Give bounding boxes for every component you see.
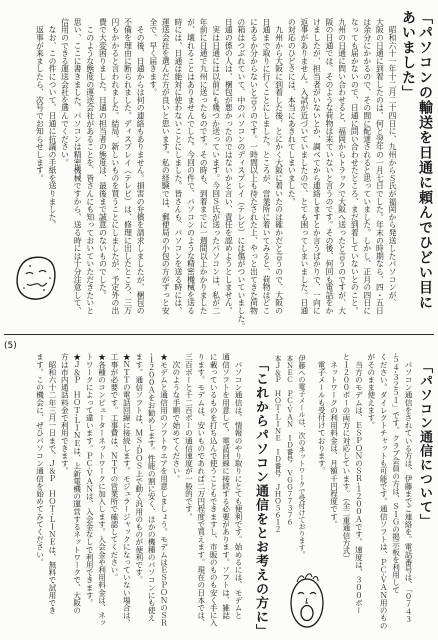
- body-line: パソコン通信は、情報のやり取りにとても便利です。始めるには、モデムと: [234, 353, 243, 619]
- mail-notice-line: 伊藤への電子メールは、次のネットワークで受付けております。: [298, 355, 306, 558]
- body-line: トワークによって違います。ＰＣ‐ＶＡＮは、入会金なしで利用できます。: [85, 353, 95, 607]
- title-line: 「パソコンの輸送を日通に頼んでひどい目に: [417, 10, 433, 310]
- potato-character-illustration: [14, 254, 58, 302]
- body-line: 返事が来ましたら、次号でお知らせします。: [35, 18, 45, 182]
- body-line: 返事がありません。入試が近づいていましたので、とても困ってしまいました。日通: [299, 18, 309, 315]
- body-line: ‐５４‐３２５１」です。クラブ会員の方は、ＳＩＧの掲示板を利用して: [391, 353, 401, 594]
- body-line: 運送会社を選んだ方が良いと思います。私の経験では、郵便局の小包の方がずっと安: [161, 18, 171, 315]
- body-line: 九州から大阪に到着した後、とにかく大阪に着いたのは確かだと言うので、大阪の: [274, 18, 284, 315]
- body-line: このような態度の運送会社があることを、皆さんにも知っておいていただきたいと: [85, 18, 95, 315]
- title-line: 「これからパソコン通信をとお考えの方に」: [253, 358, 268, 638]
- body-line: が、壊れることはありませんでした。今回の件で、パソコンのような精密機械を送る: [186, 18, 196, 315]
- body-line: 当方のモデムは、ＥＳＰＯＮのＳＲ‐１２００Ａです。速度は、３００ボー: [354, 353, 364, 614]
- body-line: ります。モデムは、安いものであれば二万円程度で買えます。現在の日本では、: [196, 353, 206, 627]
- body-line: ください。ダイレクトチャットも可能です。通信ソフトは、ＰＣ‐ＶＡＮ用のもの: [379, 353, 389, 630]
- body-line: 実は日通には以前にも幾つか送っています。今回Ｓ氏が送ったパソコンは、私が二: [211, 18, 221, 315]
- mail-notice-line: 本Ｊ＆Ｐ ＨＯＴ‐ＬＩＮＥ ＩＤ番号 ＪＨＯ５６１２: [274, 355, 282, 533]
- body-line: ます。通信ソフトは、ＭＳ‐ＤＯＳ上で動く汎用のものが便利です。: [134, 353, 144, 584]
- body-line: は余分にかかるので、その間に配達されると思っていました。しかし、正月の四日に: [362, 18, 372, 315]
- body-line: 昭和六十一年十二月二十四日に、九州からＳ氏が福岡から発送したパソコンが、: [388, 18, 397, 307]
- body-line: ‐１２００Ａをお勧めします。性能の割に安く、ほかの機種のパソコンにも使え: [147, 353, 157, 622]
- article-title: [399, 10, 433, 335]
- body-line: 次のような手順で始めてください。: [171, 353, 181, 483]
- body-line: 円もかかると言われました。結局、新しいものを買うことにしましたが、予定外の出: [110, 18, 120, 315]
- body-line: けましたが、担当者がいないとか、調べてから連絡しますとか言うばかりで、一向に: [312, 18, 322, 315]
- section-divider: [4, 334, 434, 335]
- body-line: に載っているものを打ち込んで使うこともできますし、市販のものも安く手に入: [209, 353, 219, 627]
- mail-notice-line: 本ＮＥＣ ＰＣ‐ＶＡＮ ＩＤ番号 ＶＧＧ７７３７６: [286, 355, 294, 526]
- body-line: がそのまま使えます。: [366, 353, 376, 429]
- body-line: なお、この件について、日通に抗議の手紙を送りました。: [47, 18, 57, 229]
- page-number: (5): [4, 341, 17, 351]
- title-line: 「パソコン通信について」: [417, 360, 432, 528]
- body-line: 方は市内通話料金で利用できます。: [60, 353, 70, 475]
- body-line: ★モデムと通信用のソフトウエアを用意しましょう。モデムはＥＳＰＯＮのＳＲ: [159, 353, 169, 627]
- title-line: あいました」: [400, 10, 416, 100]
- body-line: パソコン通信をされている方は、伊藤までご連絡を。電話番号は、「０７４３: [404, 353, 413, 623]
- body-line: 通信ソフトを用意して、電話回線に接続する必要があります。ソフトは、雑誌: [221, 353, 231, 619]
- body-line: と１２００ボーの両方に対応しています。（全二重通信方式）: [341, 353, 351, 562]
- body-line: なっても届かないので、日通に問い合わせたところ、まだ到着していないとのこと。: [350, 18, 360, 315]
- body-line: 大阪の日通に到着したのは、何と翌年の一月七日でした。年末の時期なら、四・五日: [375, 18, 385, 315]
- body-line: その後、日通からは何の連絡もありません。損害の弁償を請求しましたが、梱包の: [136, 18, 146, 315]
- body-line: 九州の日通に問い合わせると、福岡からトラックで大阪へ送ったと言うのですが、大: [337, 18, 347, 315]
- article-title: [252, 358, 268, 638]
- body-line: の対応のひどさには、本当にあきれてしまいました。: [287, 18, 297, 206]
- body-line: 電子メールも受付けております。: [317, 353, 327, 475]
- article-body: [315, 353, 414, 637]
- body-line: 不備を理由に断られました。ディスプレイ（テレビ）は、修理に出したところ、三万: [123, 18, 133, 315]
- body-line: 信用のできる運送会社を選んでください。: [60, 18, 70, 167]
- surprised-face-illustration: [287, 566, 327, 630]
- body-line: 昭和六十二年三月一日まで、Ｊ＆Ｐ ＨＯＴ‐ＬＩＮＥは、無料で試用でき: [47, 353, 57, 614]
- mail-notice: [272, 355, 308, 560]
- article-body: [33, 18, 398, 330]
- body-line: 工事が必要です。工事費は、ＮＴＴの営業所で確認してください。: [109, 353, 119, 581]
- body-line: 阪の日通では、そのような荷物は来ていないと言うのです。その後、何回も電話をか: [325, 18, 335, 315]
- body-line: 時には、日通は絶対に使わないことにしました。皆さんも、パソコンを送る時には、: [173, 18, 183, 315]
- body-line: ネットワークの利用料金は、月額千円程度です。: [329, 353, 339, 528]
- article-body: [33, 353, 244, 637]
- body-line: ★Ｊ＆Ｐ ＨＯＴ‐ＬＩＮＥは、上新電機の運営するネットワークで、大阪の: [72, 353, 82, 614]
- body-line: 日通まで取りに行くことにしました。ところが、営業所に着いてみると、荷物はどこ: [262, 18, 272, 315]
- article-title: [416, 360, 432, 630]
- body-line: 全で、早く届きます。: [148, 18, 158, 96]
- body-line: ★各種のコンピューターネットワークに加入します。入会金や利用料金は、ネッ: [97, 353, 107, 627]
- body-line: 思い、ここに書きました。パソコンは精密機械ですから、送る時には十分注意して、: [73, 18, 83, 315]
- body-line: 費で大変困りました。日通の担当者の態度は、最後まで誠意のないものでした。: [98, 18, 108, 299]
- body-line: にあるか分からないと言うのです。一時間以上も待たされた上、やっと出てきた荷物: [249, 18, 259, 315]
- body-line: ★ＮＴＴの電話回線に接続します。モジュラージャックになっていない場合は、: [122, 353, 132, 627]
- body-line: 日通の係の人は、梱包が悪かったのではないかと言い、責任を認めようとしません。: [224, 18, 234, 315]
- body-line: 年前に日通で九州に送ったものです。その時も、到着までに一週間以上かかりました: [199, 18, 209, 315]
- body-line: の箱はつぶれていて、中のパソコンのディスプレイ（テレビ）には傷がついていました。: [236, 18, 246, 330]
- body-line: ます。この機会に、ぜひパソコン通信を始めてみてください。: [35, 353, 45, 566]
- body-line: 三百ボーと千二百ボーの通信速度が一般的です。: [184, 353, 194, 521]
